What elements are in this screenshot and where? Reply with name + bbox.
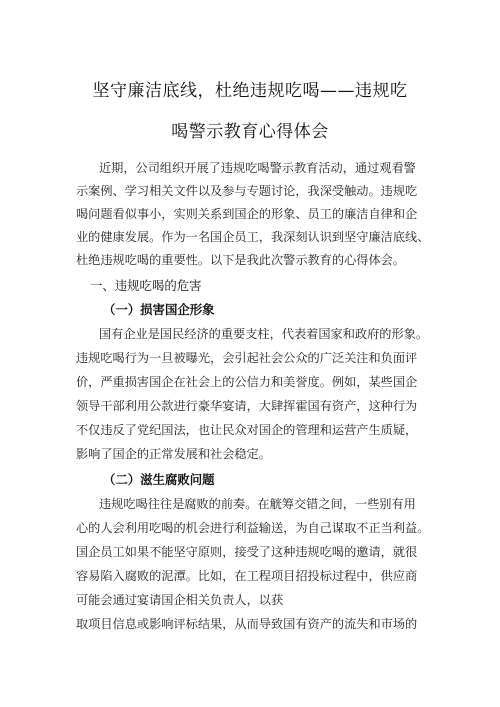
body-line: 国企员工如果不能坚守原则，接受了这种违规吃喝的邀请，就很 — [76, 545, 418, 559]
intro-line: 喝问题看似事小，实则关系到国企的形象、员工的廉洁自律和企 — [76, 207, 418, 221]
intro-line: 示案例、学习相关文件以及参与专题讨论，我深受触动。违规吃 — [76, 184, 418, 198]
document-title-line-2: 喝警示教育心得体会 — [171, 122, 329, 142]
section-heading: 一、违规吃喝的危害 — [90, 278, 202, 293]
body-line: 价，严重损害国企在社会上的公信力和美誉度。例如，某些国企 — [76, 375, 418, 389]
body-line: 领导干部利用公款进行豪华宴请，大肆挥霍国有资产，这种行为 — [76, 399, 418, 413]
body-line: 可能会通过宴请国企相关负责人，以获 — [76, 593, 284, 607]
intro-line: 业的健康发展。作为一名国企员工，我深刻认识到坚守廉洁底线、 — [76, 230, 430, 244]
subsection-heading: （一）损害国企形象 — [103, 302, 215, 317]
body-line: 取项目信息或影响评标结果，从而导致国有资产的流失和市场的 — [76, 617, 418, 631]
subsection-heading: （二）滋生腐败问题 — [103, 472, 215, 487]
intro-line: 杜绝违规吃喝的重要性。以下是我此次警示教育的心得体会。 — [76, 253, 406, 267]
body-line: 违规吃喝往往是腐败的前奏。在觥筹交错之间，一些别有用 — [99, 497, 416, 511]
body-line: 不仅违反了党纪国法，也让民众对国企的管理和运营产生质疑， — [76, 423, 418, 437]
body-line: 容易陷入腐败的泥潭。比如，在工程项目招投标过程中，供应商 — [76, 569, 418, 583]
body-line: 心的人会利用吃喝的机会进行利益输送，为自己谋取不正当利益。 — [76, 521, 430, 535]
document-title-line-1: 坚守廉洁底线，杜绝违规吃喝——违规吃 — [92, 81, 408, 101]
body-line: 违规吃喝行为一旦被曝光，会引起社会公众的广泛关注和负面评 — [76, 351, 418, 365]
body-line: 影响了国企的正常发展和社会稳定。 — [76, 447, 271, 461]
intro-line: 近期，公司组织开展了违规吃喝警示教育活动，通过观看警 — [99, 161, 416, 175]
body-line: 国有企业是国民经济的重要支柱，代表着国家和政府的形象。 — [99, 327, 429, 341]
